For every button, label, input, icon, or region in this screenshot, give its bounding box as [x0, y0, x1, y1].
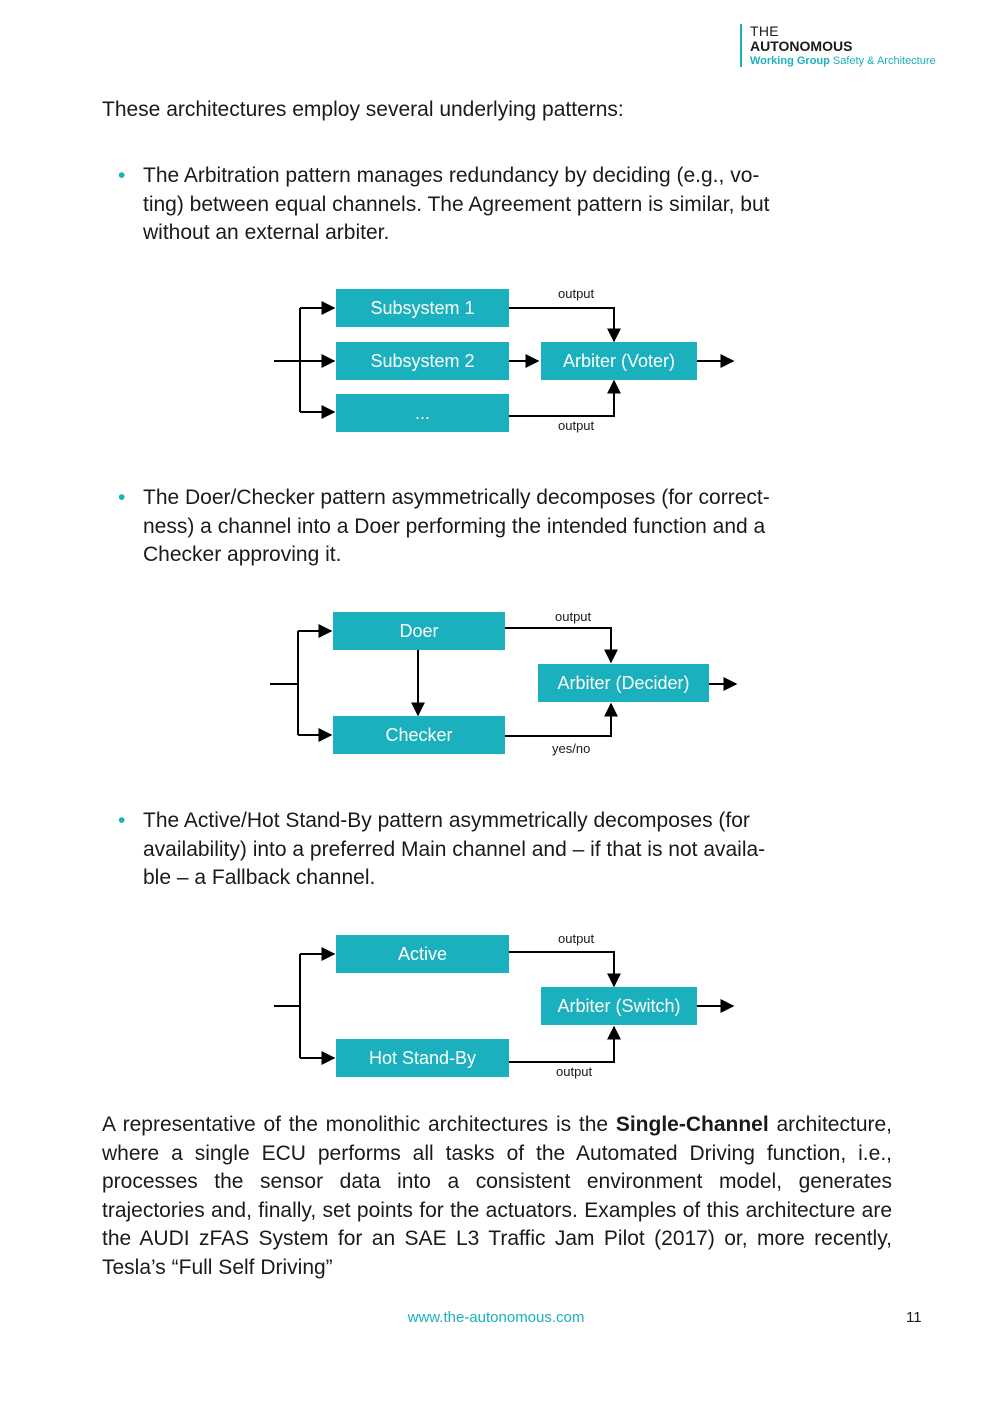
footer-url-link[interactable]: www.the-autonomous.com	[407, 1309, 585, 1326]
logo-safety-architecture: Safety & Architecture	[832, 55, 936, 67]
output-label-bottom: output	[556, 1064, 593, 1079]
subsystem-2-box: Subsystem 2	[336, 342, 509, 380]
logo-line3	[750, 56, 936, 67]
page-number: 11	[906, 1309, 922, 1326]
arbiter-decider-box: Arbiter (Decider)	[538, 664, 709, 702]
single-channel-paragraph	[102, 1111, 892, 1282]
logo	[740, 24, 936, 67]
checker-box: Checker	[333, 716, 505, 754]
bullet-icon: •	[118, 164, 126, 187]
bullet-line: ting) between equal channels. The Agreement pattern is similar, but	[143, 192, 770, 216]
bullet-doer-checker	[118, 484, 890, 570]
bullet-line: The Arbitration pattern manages redundancy by deciding (e.g., vo-	[143, 164, 760, 187]
bullet-icon: •	[118, 809, 126, 832]
logo-working-group: Working Group	[750, 55, 830, 67]
paragraph-text-start: A representative of the monolithic architectures is the	[102, 1113, 616, 1136]
output-label-top: output	[558, 931, 595, 946]
active-box: Active	[336, 935, 509, 973]
hot-standby-box: Hot Stand-By	[336, 1039, 509, 1077]
yes-no-label: yes/no	[552, 741, 591, 756]
bullet-line: ness) a channel into a Doer performing the intended function and a	[143, 514, 766, 538]
single-channel-term: Single-Channel	[615, 1113, 769, 1136]
arbiter-voter-box: Arbiter (Voter)	[541, 342, 697, 380]
subsystem-1-box: Subsystem 1	[336, 289, 509, 327]
output-label-top: output	[558, 286, 595, 301]
logo-line2: AUTONOMOUS	[750, 38, 853, 54]
bullet-line: The Active/Hot Stand-By pattern asymmetrically decomposes (for	[143, 809, 750, 832]
bullet-line: Checker approving it.	[143, 543, 342, 566]
bullet-text	[143, 162, 890, 248]
paragraph-text-rest: architecture, where a single ECU performs all tasks of the Automated Driving function, i.e., processes the sensor data into a consistent environment model, generates trajectories and, finally, set points for the actuators. Examples of this architecture are the AUDI zFAS System for an SAE L3 Traffic Jam Pilot (2017) or, more recently, Tesla’s “Full Self Driving”	[102, 1113, 892, 1279]
bullet-line: ble – a Fallback channel.	[143, 866, 376, 889]
bullet-active-standby	[118, 807, 890, 893]
output-label-bottom: output	[558, 418, 595, 433]
diagram-active-standby	[0, 926, 992, 1086]
bullet-text	[143, 484, 890, 570]
output-label: output	[555, 609, 592, 624]
intro-text: These architectures employ several underlying patterns:	[102, 98, 624, 121]
bullet-text	[143, 807, 890, 893]
logo-line1: THE	[750, 23, 779, 39]
bullet-arbitration	[118, 162, 890, 248]
arbiter-switch-box: Arbiter (Switch)	[541, 987, 697, 1025]
bullet-icon: •	[118, 486, 126, 509]
bullet-line: without an external arbiter.	[143, 221, 390, 244]
diagram-arbitration	[0, 280, 992, 440]
bullet-line: availability) into a preferred Main channel and – if that is not availa-	[143, 837, 766, 861]
doer-box: Doer	[333, 612, 505, 650]
diagram-doer-checker	[0, 603, 992, 763]
subsystem-more-box: ...	[336, 394, 509, 432]
bullet-line: The Doer/Checker pattern asymmetrically decomposes (for correct-	[143, 486, 770, 509]
